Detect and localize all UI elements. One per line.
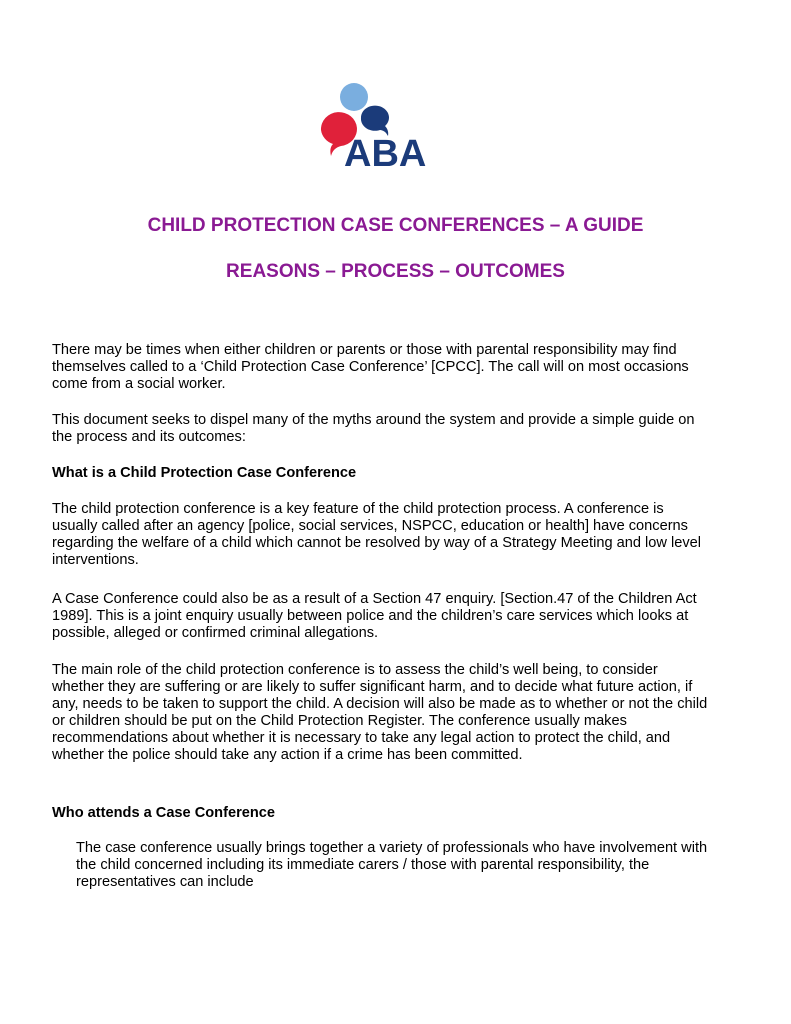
document-title: CHILD PROTECTION CASE CONFERENCES – A GUIDE xyxy=(147,215,644,236)
paragraph-purpose: This document seeks to dispel many of the myths around the system and provide a simple guide on the process and its outcomes: xyxy=(52,412,695,445)
paragraph-section47: A Case Conference could also be as a result of a Section 47 enquiry. [Section.47 of the Children Act 1989]. This is a joint enquiry usually between police and the children’s care services which looks at possible, alleged or confirmed criminal allegations. xyxy=(52,591,697,641)
heading-what-is: What is a Child Protection Case Conference xyxy=(52,465,357,481)
paragraph-conference: The child protection conference is a key feature of the child protection process. A conference is usually called after an agency [police, social services, NSPCC, education or health] have concerns regarding the welfare of a child which cannot be resolved by way of a Strategy Meeting and low level interventions. xyxy=(52,501,701,568)
heading-who-attends: Who attends a Case Conference xyxy=(52,805,276,821)
svg-text:ABA: ABA xyxy=(344,133,427,172)
paragraph-intro: There may be times when either children or parents or those with parental responsibility may find themselves called to a ‘Child Protection Case Conference’ [CPCC]. The call will on most occasions come from a social worker. xyxy=(52,342,689,392)
paragraph-main-role: The main role of the child protection conference is to assess the child’s well being, to consider whether they are suffering or are likely to suffer significant harm, and to decide what future action, if any, needs to be taken to support the child. A decision will also be made as to whether or not the child or children should be put on the Child Protection Register. The conference usually makes recommendations about whether it is necessary to take any legal action to protect the child, and whether the police should take any action if a crime has been committed. xyxy=(52,662,708,763)
paragraph-attendees: The case conference usually brings together a variety of professionals who have involvement with the child concerned including its immediate carers / those with parental responsibility, the representatives can include xyxy=(76,840,708,890)
document-subtitle: REASONS – PROCESS – OUTCOMES xyxy=(226,261,565,282)
aba-logo xyxy=(316,80,446,172)
